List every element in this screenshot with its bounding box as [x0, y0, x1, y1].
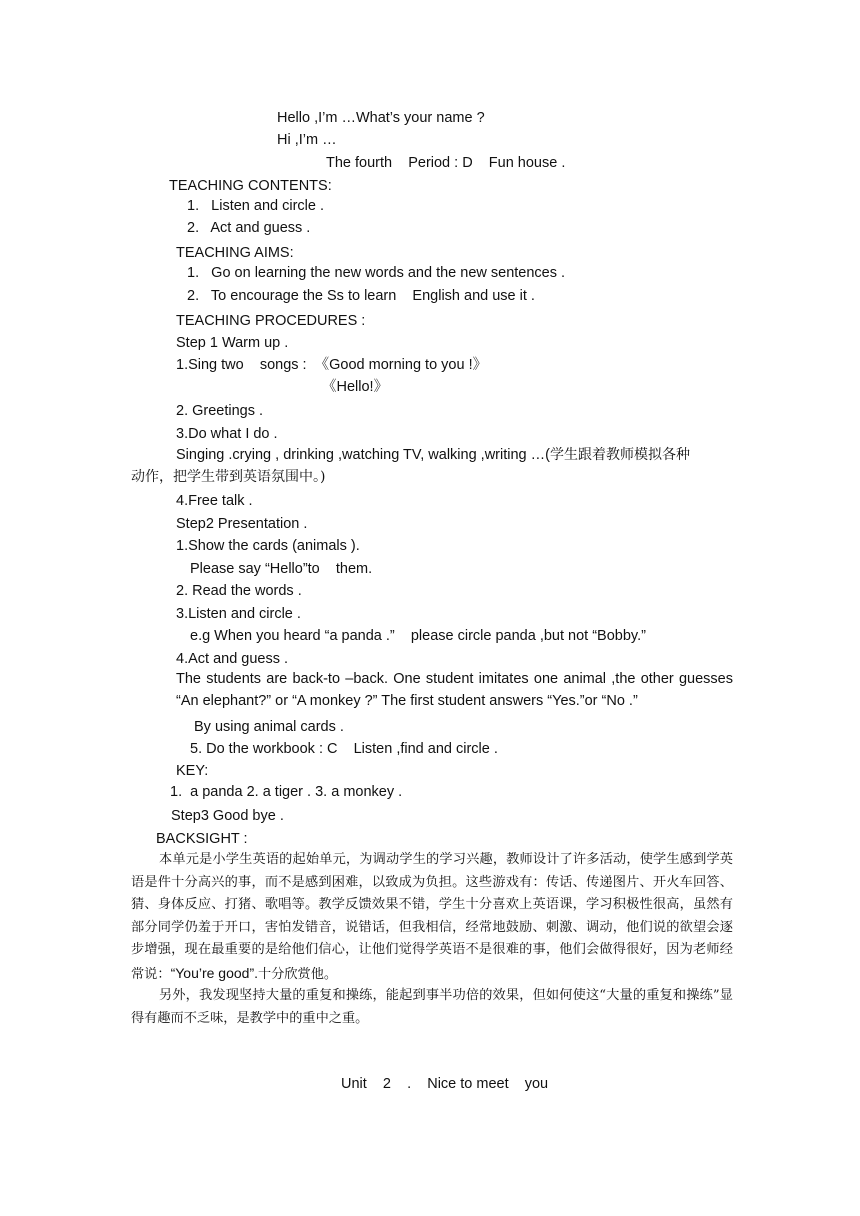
free-talk-line: 4.Free talk . — [176, 493, 253, 509]
step2-heading: Step2 Presentation . — [176, 516, 308, 532]
please-say-line: Please say “Hello”to them. — [190, 561, 373, 577]
sing-songs-line: 1.Sing two songs : 《Good morning to you !》 — [176, 357, 488, 373]
key-answers: 1. a panda 2. a tiger . 3. a monkey . — [170, 784, 403, 800]
hello-song-title: 《Hello!》 — [322, 379, 389, 395]
singing-actions-english: Singing .crying , drinking ,watching TV, walking ,writing …( — [176, 447, 550, 463]
step1-heading: Step 1 Warm up . — [176, 335, 289, 351]
act-guess-line: 4.Act and guess . — [176, 651, 289, 667]
teaching-contents-heading: TEACHING CONTENTS: — [169, 178, 332, 194]
backsight-paragraph-1 — [131, 849, 733, 986]
teaching-procedures-heading: TEACHING PROCEDURES : — [176, 313, 366, 329]
step3-heading: Step3 Good bye . — [171, 808, 284, 824]
backsight-paragraph-1-end: 十分欣赏他。 — [258, 966, 338, 982]
backsight-paragraph-1-text: 本单元是小学生英语的起始单元，为调动学生的学习兴趣，教师设计了许多活动，使学生感到学英语是件十分高兴的事，而不是感到困难，以致成为负担。这些游戏有：传话、传递图片、开火车回答、猜、身体反应、打猪、歌唱等。教学反馈效果不错，学生十分喜欢上英语课，学习积极性很高，虽然有部分同学仍羞于开口，害怕发错音，说错话，但我相信，经常地鼓励、刺激、调动，他们说的欲望会逐步增强，现在最重要的是给他们信心，让他们觉得学英语不是很难的事，他们会做得很好，因为老师经常说： — [131, 852, 733, 982]
backsight-paragraph-2: 另外，我发现坚持大量的重复和操练，能起到事半功倍的效果，但如何使这“大量的重复和操练”显得有趣而不乏味，是教学中的重中之重。 — [131, 988, 733, 1026]
period-title: The fourth Period : D Fun house . — [326, 155, 566, 171]
backsight-quote: “You’re good”. — [170, 964, 258, 981]
act-guess-description: The students are back-to –back. One student imitates one animal ,the other guesses “An elephant?” or “A monkey ?” The first student answers “Yes.”or “No .” — [176, 671, 733, 709]
teaching-aims-item-1: 1. Go on learning the new words and the new sentences . — [187, 265, 566, 281]
workbook-line: 5. Do the workbook : C Listen ,find and circle . — [190, 741, 498, 757]
do-what-i-do-line: 3.Do what I do . — [176, 426, 278, 442]
teaching-contents-item-2: 2. Act and guess . — [187, 220, 311, 236]
dialogue-line-hi: Hi ,I’m … — [277, 132, 337, 148]
example-line: e.g When you heard “a panda .” please circle panda ,but not “Bobby.” — [190, 628, 646, 644]
show-cards-line: 1.Show the cards (animals ). — [176, 538, 360, 554]
backsight-heading: BACKSIGHT : — [156, 831, 248, 847]
teaching-aims-item-2: 2. To encourage the Ss to learn English and use it . — [187, 288, 535, 304]
singing-actions-line — [176, 446, 690, 464]
by-using-cards-line: By using animal cards . — [194, 719, 344, 735]
read-words-line: 2. Read the words . — [176, 583, 302, 599]
teaching-aims-heading: TEACHING AIMS: — [176, 245, 294, 261]
key-heading: KEY: — [176, 763, 209, 779]
greetings-line: 2. Greetings . — [176, 403, 264, 419]
singing-actions-continuation: 动作，把学生带到英语氛围中。) — [131, 469, 326, 485]
teaching-contents-item-1: 1. Listen and circle . — [187, 198, 325, 214]
singing-actions-chinese: 学生跟着教师模拟各种 — [549, 447, 690, 463]
unit-title: Unit 2 . Nice to meet you — [341, 1076, 549, 1092]
listen-circle-line: 3.Listen and circle . — [176, 606, 301, 622]
dialogue-line-hello: Hello ,I’m …What’s your name ? — [277, 110, 485, 126]
